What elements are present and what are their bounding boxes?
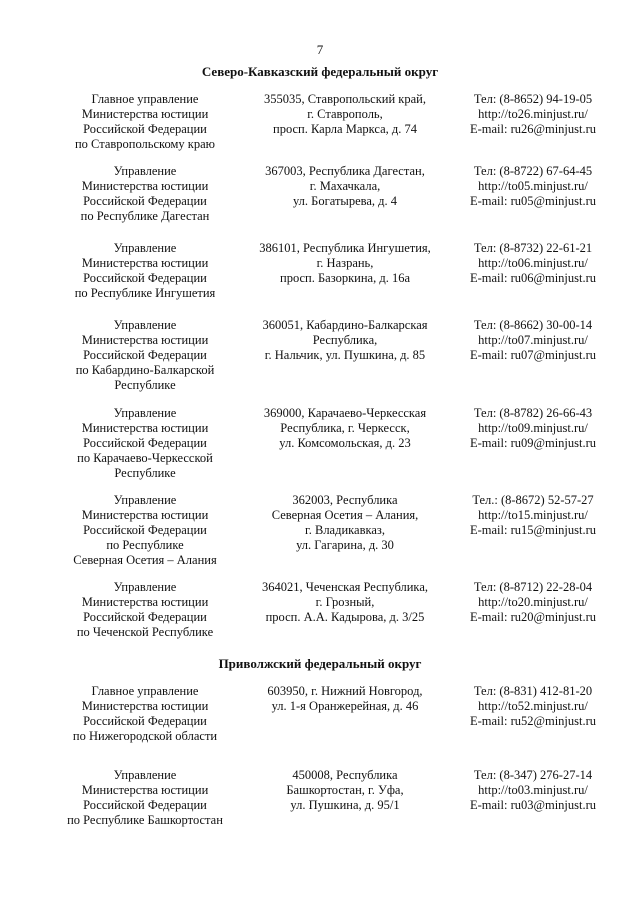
office-contacts: [448, 580, 618, 625]
office-name: [50, 318, 240, 393]
office-contacts: [448, 164, 618, 209]
office-name-line: Министерства юстиции: [81, 107, 209, 121]
office-name-line: Министерства юстиции: [81, 333, 209, 347]
office-name-line: Российской Федерации: [83, 122, 207, 136]
office-name: [50, 768, 240, 828]
office-contacts-line: E-mail: ru15@minjust.ru: [469, 523, 597, 537]
office-name-line: по Кабардино-Балкарской: [75, 363, 215, 377]
office-name-line: Российской Федерации: [83, 436, 207, 450]
office-contacts-line: http://to03.minjust.ru/: [478, 783, 588, 797]
office-address-line: 362003, Республика: [292, 493, 398, 507]
office-address-line: г. Владикавказ,: [305, 523, 385, 537]
office-name: [50, 493, 240, 568]
office-name-line: по Республике Дагестан: [80, 209, 210, 223]
office-name-line: Министерства юстиции: [81, 595, 209, 609]
office-name-line: Министерства юстиции: [81, 508, 209, 522]
office-contacts-line: E-mail: ru03@minjust.ru: [469, 798, 597, 812]
office-address-line: г. Грозный,: [315, 595, 375, 609]
office-address: [246, 92, 444, 137]
office-address-line: 450008, Республика: [292, 768, 398, 782]
office-address-line: 369000, Карачаево-Черкесская: [263, 406, 427, 420]
office-name-line: Российской Федерации: [83, 523, 207, 537]
office-name-line: по Республике Башкортостан: [67, 813, 223, 827]
office-name-line: по Чеченской Республике: [76, 625, 214, 639]
office-address: [246, 164, 444, 209]
office-contacts-line: http://to09.minjust.ru/: [478, 421, 588, 435]
office-name-line: Министерства юстиции: [81, 421, 209, 435]
office-address-line: просп. А.А. Кадырова, д. 3/25: [265, 610, 425, 624]
office-address-line: Республика, г. Черкесск,: [280, 421, 410, 435]
office-name: [50, 406, 240, 481]
office-name-line: Российской Федерации: [83, 798, 207, 812]
office-address-line: ул. Комсомольская, д. 23: [279, 436, 411, 450]
office-name-line: Главное управление: [91, 92, 199, 106]
office-name: [50, 580, 240, 640]
office-name-line: Российской Федерации: [83, 194, 207, 208]
office-contacts-line: Тел: (8-347) 276-27-14: [473, 768, 593, 782]
office-contacts-line: Тел: (8-831) 412-81-20: [473, 684, 593, 698]
office-name-line: по Республике: [106, 538, 184, 552]
office-name: [50, 684, 240, 744]
office-name-line: Российской Федерации: [83, 271, 207, 285]
office-address-line: просп. Карла Маркса, д. 74: [273, 122, 417, 136]
office-address: [246, 493, 444, 553]
office-name: [50, 164, 240, 224]
office-name-line: Министерства юстиции: [81, 256, 209, 270]
office-address-line: Республика,: [312, 333, 378, 347]
office-entry: [0, 406, 640, 480]
office-address-line: 603950, г. Нижний Новгород,: [267, 684, 423, 698]
office-address-line: 367003, Республика Дагестан,: [265, 164, 425, 178]
office-name-line: Главное управление: [91, 684, 199, 698]
office-name-line: Министерства юстиции: [81, 783, 209, 797]
office-contacts-line: E-mail: ru26@minjust.ru: [469, 122, 597, 136]
office-name-line: Управление: [113, 241, 177, 255]
office-contacts-line: http://to07.minjust.ru/: [478, 333, 588, 347]
office-contacts: [448, 92, 618, 137]
page-number: 7: [316, 42, 324, 57]
office-address-line: г. Махачкала,: [309, 179, 381, 193]
office-contacts-line: Тел: (8-8782) 26-66-43: [473, 406, 593, 420]
office-entry: [0, 684, 640, 743]
office-contacts-line: http://to06.minjust.ru/: [478, 256, 588, 270]
office-name-line: по Республике Ингушетия: [74, 286, 216, 300]
office-name-line: Министерства юстиции: [81, 699, 209, 713]
office-entry: [0, 92, 640, 151]
office-contacts-line: http://to52.minjust.ru/: [478, 699, 588, 713]
office-name-line: Российской Федерации: [83, 714, 207, 728]
office-name-line: по Ставропольскому краю: [74, 137, 215, 151]
office-address-line: Северная Осетия – Алания,: [271, 508, 419, 522]
office-name: [50, 241, 240, 301]
office-name-line: Республике: [114, 378, 176, 392]
office-address-line: г. Нальчик, ул. Пушкина, д. 85: [264, 348, 426, 362]
office-contacts-line: http://to15.minjust.ru/: [478, 508, 588, 522]
office-address-line: ул. Пушкина, д. 95/1: [290, 798, 400, 812]
office-contacts: [448, 241, 618, 286]
office-address-line: г. Назрань,: [316, 256, 374, 270]
office-address-line: ул. 1-я Оранжерейная, д. 46: [271, 699, 419, 713]
office-name-line: Управление: [113, 493, 177, 507]
office-name-line: Российской Федерации: [83, 610, 207, 624]
section-heading: Северо-Кавказский федеральный округ: [201, 64, 439, 79]
office-contacts-line: E-mail: ru07@minjust.ru: [469, 348, 597, 362]
office-contacts-line: Тел: (8-8712) 22-28-04: [473, 580, 593, 594]
office-address: [246, 241, 444, 286]
office-name: [50, 92, 240, 152]
office-contacts-line: Тел: (8-8732) 22-61-21: [473, 241, 593, 255]
office-contacts-line: E-mail: ru06@minjust.ru: [469, 271, 597, 285]
office-address-line: ул. Гагарина, д. 30: [296, 538, 394, 552]
office-address: [246, 768, 444, 813]
office-name-line: Управление: [113, 406, 177, 420]
office-address-line: ул. Богатырева, д. 4: [292, 194, 398, 208]
office-contacts-line: E-mail: ru20@minjust.ru: [469, 610, 597, 624]
office-contacts-line: E-mail: ru05@minjust.ru: [469, 194, 597, 208]
office-name-line: Республике: [114, 466, 176, 480]
office-address-line: 386101, Республика Ингушетия,: [259, 241, 431, 255]
office-address-line: Башкортостан, г. Уфа,: [286, 783, 404, 797]
office-name-line: Управление: [113, 768, 177, 782]
office-contacts-line: E-mail: ru09@minjust.ru: [469, 436, 597, 450]
office-entry: [0, 318, 640, 392]
office-contacts-line: http://to26.minjust.ru/: [478, 107, 588, 121]
office-name-line: Российской Федерации: [83, 348, 207, 362]
office-contacts: [448, 493, 618, 538]
office-name-line: Управление: [113, 164, 177, 178]
office-name-line: Северная Осетия – Алания: [73, 553, 217, 567]
office-entry: [0, 164, 640, 223]
office-contacts-line: Тел: (8-8722) 67-64-45: [473, 164, 593, 178]
office-address: [246, 406, 444, 451]
office-contacts-line: Тел.: (8-8672) 52-57-27: [472, 493, 594, 507]
office-address: [246, 580, 444, 625]
office-name-line: Управление: [113, 580, 177, 594]
office-contacts: [448, 684, 618, 729]
office-entry: [0, 768, 640, 827]
office-contacts-line: http://to05.minjust.ru/: [478, 179, 588, 193]
office-address-line: г. Ставрополь,: [307, 107, 383, 121]
office-entry: [0, 493, 640, 567]
office-contacts-line: Тел: (8-8662) 30-00-14: [473, 318, 593, 332]
office-name-line: по Карачаево-Черкесской: [77, 451, 213, 465]
office-contacts: [448, 768, 618, 813]
office-contacts-line: E-mail: ru52@minjust.ru: [469, 714, 597, 728]
office-contacts-line: http://to20.minjust.ru/: [478, 595, 588, 609]
office-address-line: 355035, Ставропольский край,: [263, 92, 426, 106]
office-contacts: [448, 318, 618, 363]
section-heading: Приволжский федеральный округ: [218, 656, 422, 671]
office-address-line: просп. Базоркина, д. 16а: [280, 271, 410, 285]
office-contacts-line: Тел: (8-8652) 94-19-05: [473, 92, 593, 106]
office-entry: [0, 580, 640, 639]
office-name-line: Министерства юстиции: [81, 179, 209, 193]
office-address-line: 360051, Кабардино-Балкарская: [262, 318, 428, 332]
office-address: [246, 684, 444, 714]
office-address: [246, 318, 444, 363]
office-entry: [0, 241, 640, 300]
office-contacts: [448, 406, 618, 451]
office-name-line: Управление: [113, 318, 177, 332]
office-address-line: 364021, Чеченская Республика,: [262, 580, 428, 594]
office-name-line: по Нижегородской области: [72, 729, 218, 743]
